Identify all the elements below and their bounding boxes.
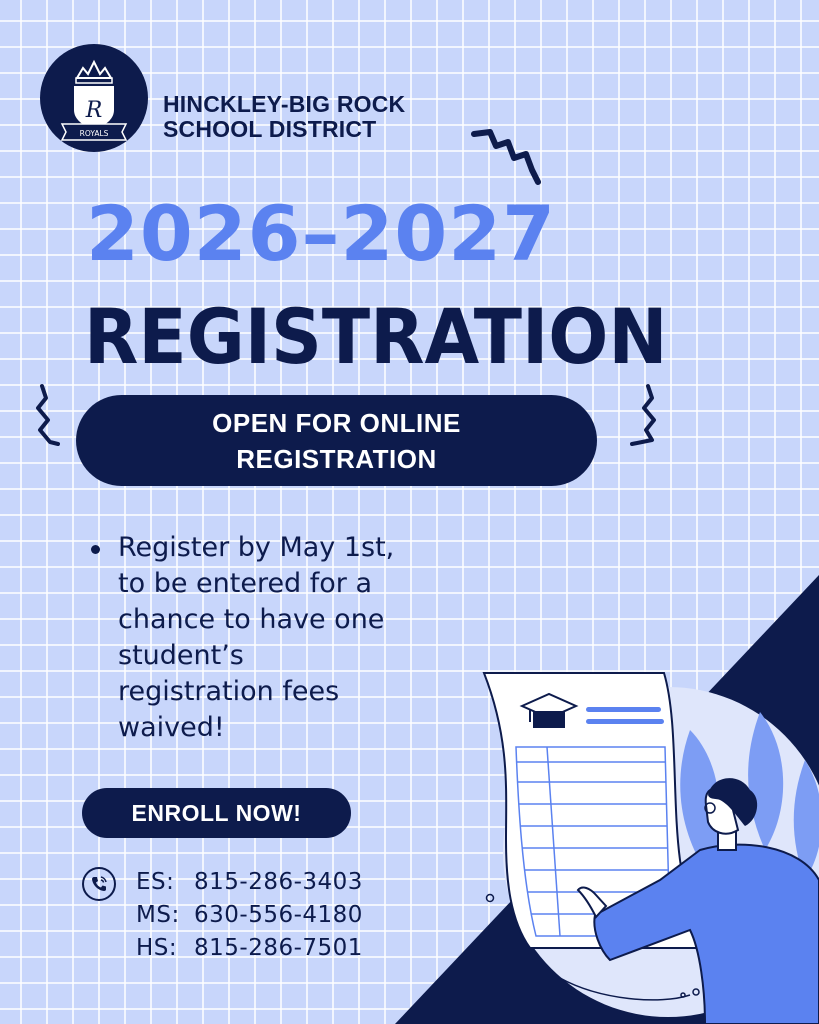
list-item-line: student’s <box>118 640 244 671</box>
navy-triangle-shape <box>395 575 819 1024</box>
contact-row <box>136 932 363 965</box>
zigzag-decoration <box>632 386 654 444</box>
school-label: HS: <box>136 935 178 961</box>
list-item-line: Register by May 1st, <box>118 532 395 563</box>
logo-banner-text: ROYALS <box>79 129 109 138</box>
school-label: ES: <box>136 869 175 895</box>
school-label: MS: <box>136 902 180 928</box>
phone-number[interactable]: 815-286-3403 <box>194 869 363 895</box>
phone-number[interactable]: 630-556-4180 <box>194 902 363 928</box>
contact-row <box>136 866 363 899</box>
district-logo <box>40 44 148 152</box>
zigzag-decoration <box>474 132 538 182</box>
logo-letter: R <box>85 98 103 123</box>
banner-line: OPEN FOR ONLINE <box>212 407 461 438</box>
phone-icon <box>82 867 116 901</box>
list-item-line: registration fees <box>118 676 340 707</box>
incentive-list <box>90 530 450 746</box>
leaf-icon <box>680 712 819 900</box>
online-registration-banner <box>76 395 597 486</box>
crest-icon <box>40 44 148 152</box>
school-year-heading: 2026–2027 <box>86 189 557 278</box>
swirl-line <box>560 978 690 1000</box>
banner-line: REGISTRATION <box>236 443 437 474</box>
district-name <box>163 92 405 142</box>
contact-list <box>136 866 363 965</box>
zigzag-decoration <box>38 386 58 444</box>
phone-number[interactable]: 815-286-7501 <box>194 935 363 961</box>
person-icon <box>578 778 819 1024</box>
registration-heading: REGISTRATION <box>84 292 668 381</box>
document-icon <box>484 673 700 948</box>
list-item <box>90 530 450 746</box>
contact-row <box>136 899 363 932</box>
district-name-line: HINCKLEY-BIG ROCK <box>163 91 406 117</box>
enroll-now-button[interactable]: ENROLL NOW! <box>82 788 351 838</box>
list-item-line: chance to have one <box>118 604 385 635</box>
light-circle-shape <box>503 687 819 1017</box>
list-item-line: to be entered for a <box>118 568 373 599</box>
list-item-line: waived! <box>118 712 225 743</box>
district-name-line: SCHOOL DISTRICT <box>163 116 377 142</box>
